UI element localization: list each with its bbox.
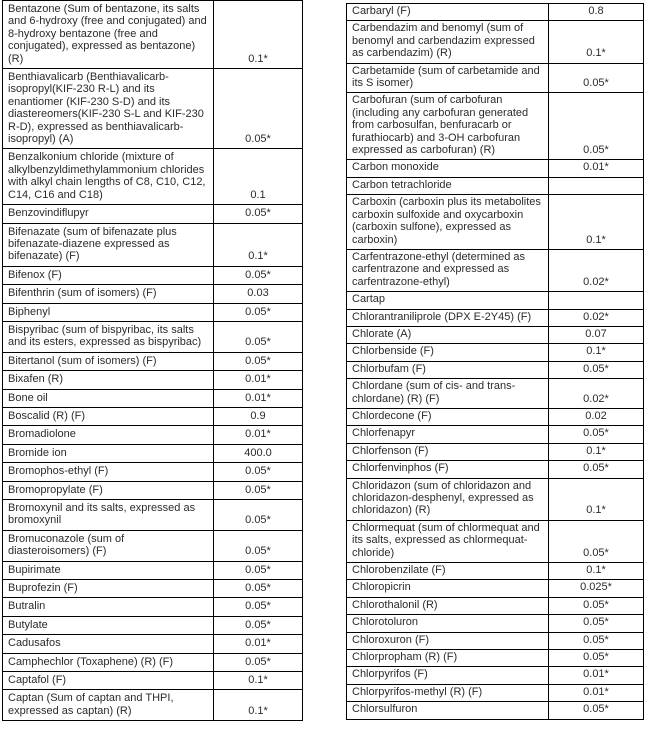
table-row xyxy=(3,635,303,653)
substance-name-cell: Chlorobenzilate (F) xyxy=(347,563,549,580)
substance-name-cell: Chlorfenapyr xyxy=(347,426,549,443)
table-row xyxy=(3,285,303,303)
table-row xyxy=(347,344,644,361)
mrl-value-cell: 0.05* xyxy=(549,63,644,93)
mrl-value-cell: 0.1* xyxy=(214,672,303,690)
mrl-value-cell: 0.05* xyxy=(214,653,303,671)
mrl-value-cell xyxy=(549,292,644,309)
table-row xyxy=(3,444,303,462)
table-row xyxy=(347,160,644,177)
mrl-value-cell: 0.05* xyxy=(214,352,303,370)
mrl-table-right-body xyxy=(347,4,644,720)
table-row xyxy=(3,561,303,579)
mrl-value-cell: 0.1* xyxy=(214,690,303,721)
substance-name-cell: Benzovindiflupyr xyxy=(3,205,214,223)
substance-name-cell: Bifenthrin (sum of isomers) (F) xyxy=(3,285,214,303)
table-row xyxy=(3,69,303,149)
substance-name-cell: Bromadiolone xyxy=(3,426,214,444)
substance-name-cell: Chlorsulfuron xyxy=(347,702,549,719)
table-row xyxy=(347,478,644,520)
mrl-value-cell: 0.05* xyxy=(214,616,303,634)
mrl-value-cell: 0.8 xyxy=(549,4,644,21)
table-row xyxy=(347,667,644,684)
substance-name-cell: Butylate xyxy=(3,616,214,634)
table-row xyxy=(347,195,644,250)
substance-name-cell: Chloridazon (sum of chloridazon and chloridazon-desphenyl, expressed as chloridazon) (R) xyxy=(347,478,549,520)
substance-name-cell: Captan (Sum of captan and THPI, expressed as captan) (R) xyxy=(3,690,214,721)
substance-name-cell: Carbon monoxide xyxy=(347,160,549,177)
substance-name-cell: Buprofezin (F) xyxy=(3,580,214,598)
substance-name-cell: Benthiavalicarb (Benthiavalicarb-isopropyl(KIF-230 R-L) and its enantiomer (KIF-230 S-D) and its diastereomers(KIF-230 S-L and KIF-230 R-D), expressed as benthiavalicarb-isopropyl) (A) xyxy=(3,69,214,149)
table-row xyxy=(3,303,303,321)
mrl-value-cell: 0.9 xyxy=(214,407,303,425)
table-row xyxy=(3,321,303,352)
table-row xyxy=(3,352,303,370)
mrl-value-cell: 0.1* xyxy=(549,195,644,250)
substance-name-cell: Chloroxuron (F) xyxy=(347,632,549,649)
substance-name-cell: Chlorfenson (F) xyxy=(347,443,549,460)
substance-name-cell: Chlorotoluron xyxy=(347,615,549,632)
table-row xyxy=(347,379,644,409)
substance-name-cell: Chlorfenvinphos (F) xyxy=(347,461,549,478)
table-row xyxy=(347,650,644,667)
substance-name-cell: Carfentrazone-ethyl (determined as carfentrazone and expressed as carfentrazone-ethyl) xyxy=(347,249,549,291)
mrl-value-cell: 0.05* xyxy=(549,650,644,667)
substance-name-cell: Chlorpyrifos (F) xyxy=(347,667,549,684)
table-row xyxy=(347,4,644,21)
table-row xyxy=(3,672,303,690)
table-row xyxy=(3,653,303,671)
substance-name-cell: Carbon tetrachloride xyxy=(347,177,549,194)
mrl-value-cell: 0.1* xyxy=(214,223,303,266)
mrl-value-cell: 0.05* xyxy=(214,561,303,579)
mrl-value-cell: 0.1 xyxy=(214,149,303,205)
substance-name-cell: Biphenyl xyxy=(3,303,214,321)
table-row xyxy=(3,616,303,634)
mrl-value-cell: 0.05* xyxy=(214,303,303,321)
substance-name-cell: Chlorothalonil (R) xyxy=(347,597,549,614)
table-row xyxy=(347,443,644,460)
substance-name-cell: Bentazone (Sum of bentazone, its salts and 6-hydroxy (free and conjugated) and 8-hydroxy bentazone (free and conjugated), expressed as bentazone) (R) xyxy=(3,1,214,69)
mrl-value-cell: 0.05* xyxy=(549,615,644,632)
table-row xyxy=(347,21,644,63)
mrl-value-cell: 0.01* xyxy=(214,389,303,407)
substance-name-cell: Butralin xyxy=(3,598,214,616)
table-row xyxy=(3,371,303,389)
substance-name-cell: Chlorantraniliprole (DPX E-2Y45) (F) xyxy=(347,309,549,326)
table-row xyxy=(3,266,303,284)
table-row xyxy=(347,632,644,649)
table-row xyxy=(347,93,644,160)
mrl-value-cell: 400.0 xyxy=(214,444,303,462)
substance-name-cell: Bromuconazole (sum of diasteroisomers) (F) xyxy=(3,530,214,561)
table-row xyxy=(347,361,644,378)
table-row xyxy=(347,63,644,93)
substance-name-cell: Bone oil xyxy=(3,389,214,407)
table-row xyxy=(347,563,644,580)
mrl-table-left-body xyxy=(3,1,303,721)
table-row xyxy=(3,530,303,561)
mrl-table-right xyxy=(346,3,644,720)
mrl-value-cell: 0.02* xyxy=(549,379,644,409)
substance-name-cell: Chlorpropham (R) (F) xyxy=(347,650,549,667)
mrl-value-cell: 0.1* xyxy=(214,1,303,69)
table-row xyxy=(347,426,644,443)
substance-name-cell: Chlorpyrifos-methyl (R) (F) xyxy=(347,684,549,701)
table-row xyxy=(3,580,303,598)
substance-name-cell: Chlordane (sum of cis- and trans-chlordane) (R) (F) xyxy=(347,379,549,409)
mrl-value-cell: 0.1* xyxy=(549,563,644,580)
substance-name-cell: Chlorbufam (F) xyxy=(347,361,549,378)
mrl-value-cell: 0.01* xyxy=(549,160,644,177)
substance-name-cell: Chlormequat (sum of chlormequat and its salts, expressed as chlormequat-chloride) xyxy=(347,520,549,562)
substance-name-cell: Chlorate (A) xyxy=(347,326,549,343)
mrl-value-cell: 0.025* xyxy=(549,580,644,597)
mrl-value-cell: 0.05* xyxy=(214,321,303,352)
mrl-value-cell: 0.02* xyxy=(549,309,644,326)
mrl-value-cell: 0.05* xyxy=(214,266,303,284)
substance-name-cell: Chloropicrin xyxy=(347,580,549,597)
substance-name-cell: Camphechlor (Toxaphene) (R) (F) xyxy=(3,653,214,671)
substance-name-cell: Benzalkonium chloride (mixture of alkylbenzyldimethylammonium chlorides with alkyl chain lengths of C8, C10, C12, C14, C16 and C18) xyxy=(3,149,214,205)
mrl-value-cell: 0.07 xyxy=(549,326,644,343)
table-row xyxy=(3,481,303,499)
substance-name-cell: Carboxin (carboxin plus its metabolites carboxin sulfoxide and oxycarboxin (carboxin sulfone), expressed as carboxin) xyxy=(347,195,549,250)
table-row xyxy=(347,580,644,597)
substance-name-cell: Carbaryl (F) xyxy=(347,4,549,21)
substance-name-cell: Cadusafos xyxy=(3,635,214,653)
mrl-value-cell: 0.05* xyxy=(214,205,303,223)
table-row xyxy=(3,463,303,481)
mrl-value-cell: 0.05* xyxy=(549,93,644,160)
table-row xyxy=(3,389,303,407)
mrl-value-cell: 0.05* xyxy=(549,597,644,614)
mrl-value-cell: 0.03 xyxy=(214,285,303,303)
mrl-value-cell: 0.1* xyxy=(549,443,644,460)
mrl-value-cell: 0.01* xyxy=(549,684,644,701)
table-row xyxy=(347,461,644,478)
mrl-value-cell: 0.05* xyxy=(549,361,644,378)
mrl-value-cell: 0.01* xyxy=(549,667,644,684)
mrl-value-cell: 0.05* xyxy=(549,702,644,719)
table-row xyxy=(347,177,644,194)
substance-name-cell: Bromopropylate (F) xyxy=(3,481,214,499)
substance-name-cell: Bixafen (R) xyxy=(3,371,214,389)
mrl-value-cell: 0.05* xyxy=(549,426,644,443)
substance-name-cell: Carbofuran (sum of carbofuran (including any carbofuran generated from carbosulfan, benfuracarb or furathiocarb) and 3-OH carbofuran expressed as carbofuran) (R) xyxy=(347,93,549,160)
mrl-value-cell: 0.01* xyxy=(214,635,303,653)
mrl-table-left xyxy=(2,0,303,721)
table-row xyxy=(347,520,644,562)
mrl-value-cell: 0.1* xyxy=(549,21,644,63)
mrl-value-cell: 0.02 xyxy=(549,408,644,425)
substance-name-cell: Captafol (F) xyxy=(3,672,214,690)
table-row xyxy=(347,684,644,701)
mrl-value-cell xyxy=(549,177,644,194)
substance-name-cell: Bitertanol (sum of isomers) (F) xyxy=(3,352,214,370)
mrl-value-cell: 0.05* xyxy=(214,69,303,149)
substance-name-cell: Bupirimate xyxy=(3,561,214,579)
substance-name-cell: Carbetamide (sum of carbetamide and its S isomer) xyxy=(347,63,549,93)
substance-name-cell: Bromophos-ethyl (F) xyxy=(3,463,214,481)
table-row xyxy=(347,408,644,425)
substance-name-cell: Bromide ion xyxy=(3,444,214,462)
table-row xyxy=(347,326,644,343)
table-row xyxy=(347,249,644,291)
table-row xyxy=(3,407,303,425)
mrl-value-cell: 0.01* xyxy=(214,371,303,389)
substance-name-cell: Bispyribac (sum of bispyribac, its salts and its esters, expressed as bispyribac) xyxy=(3,321,214,352)
mrl-value-cell: 0.05* xyxy=(214,598,303,616)
table-row xyxy=(347,309,644,326)
table-row xyxy=(3,1,303,69)
table-row xyxy=(3,500,303,531)
mrl-value-cell: 0.05* xyxy=(214,481,303,499)
table-row xyxy=(347,597,644,614)
mrl-value-cell: 0.05* xyxy=(214,530,303,561)
table-row xyxy=(3,426,303,444)
table-row xyxy=(347,702,644,719)
mrl-value-cell: 0.05* xyxy=(214,463,303,481)
table-row xyxy=(3,223,303,266)
mrl-value-cell: 0.05* xyxy=(549,461,644,478)
substance-name-cell: Bromoxynil and its salts, expressed as bromoxynil xyxy=(3,500,214,531)
substance-name-cell: Bifenazate (sum of bifenazate plus bifenazate-diazene expressed as bifenazate) (F) xyxy=(3,223,214,266)
mrl-value-cell: 0.02* xyxy=(549,249,644,291)
mrl-value-cell: 0.1* xyxy=(549,478,644,520)
substance-name-cell: Cartap xyxy=(347,292,549,309)
mrl-value-cell: 0.05* xyxy=(549,520,644,562)
table-row xyxy=(347,292,644,309)
substance-name-cell: Bifenox (F) xyxy=(3,266,214,284)
table-row xyxy=(3,690,303,721)
substance-name-cell: Chlordecone (F) xyxy=(347,408,549,425)
table-row xyxy=(3,598,303,616)
mrl-value-cell: 0.05* xyxy=(214,500,303,531)
substance-name-cell: Chlorbenside (F) xyxy=(347,344,549,361)
mrl-value-cell: 0.05* xyxy=(214,580,303,598)
table-row xyxy=(347,615,644,632)
substance-name-cell: Carbendazim and benomyl (sum of benomyl and carbendazim expressed as carbendazim) (R) xyxy=(347,21,549,63)
mrl-value-cell: 0.05* xyxy=(549,632,644,649)
substance-name-cell: Boscalid (R) (F) xyxy=(3,407,214,425)
mrl-value-cell: 0.1* xyxy=(549,344,644,361)
mrl-value-cell: 0.01* xyxy=(214,426,303,444)
table-row xyxy=(3,205,303,223)
table-row xyxy=(3,149,303,205)
